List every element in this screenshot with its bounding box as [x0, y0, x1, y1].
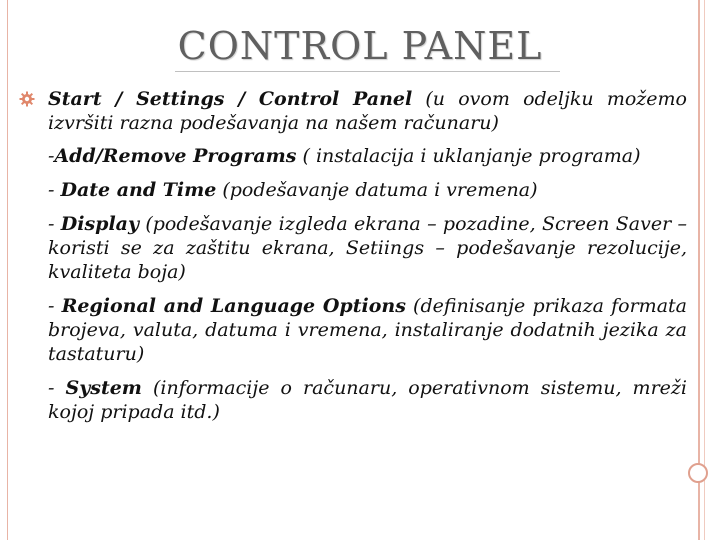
- item-desc: (podešavanje izgleda ekrana – pozadine, Screen Saver – koristi se za zaštitu ekrana, Setiings – podešavanje rezolucije, kvaliteta boja): [48, 213, 687, 283]
- item-prefix: -: [48, 295, 62, 317]
- list-item: [19, 376, 687, 424]
- item-term: Regional and Language Options: [61, 295, 406, 317]
- frame-circle-ornament: [688, 463, 708, 483]
- slide-content: [19, 87, 687, 424]
- item-prefix: -: [48, 377, 66, 399]
- bullet-desc: (u ovom odeljku možemo izvršiti razna podešavanja na našem računaru): [48, 88, 687, 134]
- item-term: Add/Remove Programs: [54, 145, 297, 167]
- slide-title: CONTROL PANEL: [177, 24, 543, 68]
- title-underline: [175, 71, 560, 72]
- item-prefix: -: [48, 179, 61, 201]
- item-desc: ( instalacija i uklanjanje programa): [296, 145, 641, 167]
- gear-bullet-icon: [19, 91, 35, 107]
- slide-frame-right-outer: [704, 0, 705, 540]
- item-desc: (podešavanje datuma i vremena): [216, 179, 538, 201]
- item-desc: (definisanje prikaza formata brojeva, valuta, datuma i vremena, instaliranje dodatnih jezika za tastaturu): [48, 295, 687, 365]
- bullet-item: [19, 87, 687, 135]
- item-prefix: -: [48, 145, 55, 167]
- list-item: [19, 178, 687, 202]
- item-desc: (informacije o računaru, operativnom sistemu, mreži kojoj pripada itd.): [48, 377, 687, 423]
- item-term: Date and Time: [60, 179, 217, 201]
- item-term: System: [65, 377, 142, 399]
- list-item: [19, 212, 687, 284]
- bullet-path: Start / Settings / Control Panel: [48, 88, 413, 110]
- slide-frame-right: [698, 0, 700, 540]
- item-prefix: -: [48, 213, 61, 235]
- list-item: [19, 144, 687, 168]
- slide-frame-left: [7, 0, 8, 540]
- item-term: Display: [60, 213, 140, 235]
- list-item: [19, 294, 687, 366]
